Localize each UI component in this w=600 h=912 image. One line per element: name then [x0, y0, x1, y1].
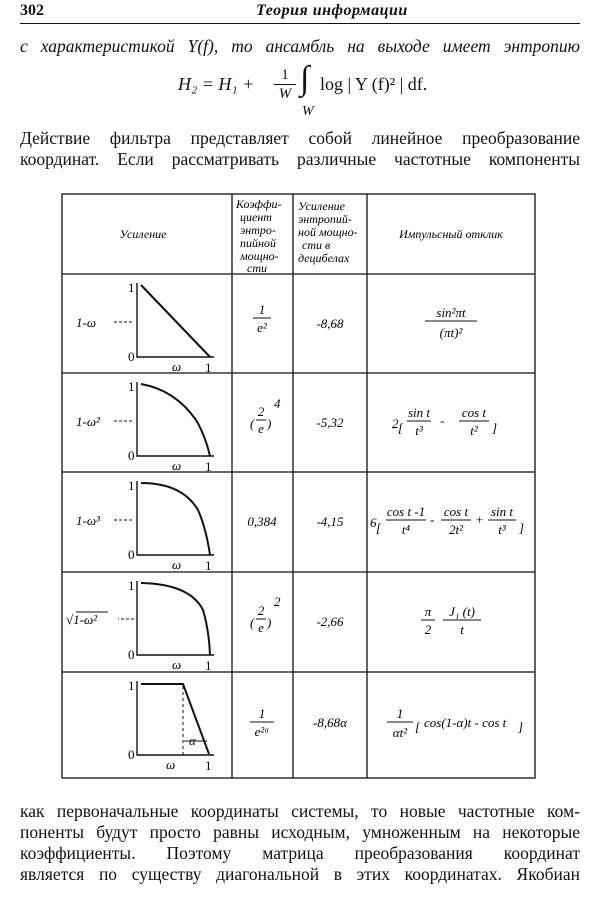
plot-axes — [137, 481, 214, 555]
impulse-term-den: t⁴ — [401, 522, 411, 537]
axis-end: 1 — [205, 758, 212, 773]
header-gain-db — [298, 199, 358, 265]
axis-zero: 0 — [128, 647, 135, 662]
axis-omega: ω — [166, 757, 176, 772]
formula-lhs: H₂ = H₁ + — [178, 74, 255, 94]
axis-end: 1 — [205, 360, 212, 375]
paragraph-1-line: Действие фильтра представляет собой линейное преобразование — [20, 128, 580, 148]
header-impulse: Импульсный отклик — [399, 227, 503, 241]
impulse-term-den: t³ — [415, 423, 423, 438]
coef-num: 1 — [258, 706, 266, 721]
paren-close-icon: ) — [267, 615, 272, 630]
plot-axes — [137, 382, 214, 456]
paren-open-icon: ( — [250, 615, 255, 630]
axis-end: 1 — [205, 459, 212, 474]
impulse-term-den: t² — [470, 423, 478, 438]
coef-den: e — [258, 620, 264, 635]
intro-line: с характеристикой Y(f), то ансамбль на выходе имеет энтропию — [20, 36, 580, 56]
db-value: -5,32 — [316, 415, 344, 430]
axis-one: 1 — [128, 379, 135, 394]
impulse-den: (πt)² — [439, 325, 463, 340]
axis-one: 1 — [128, 578, 135, 593]
impulse-op: + — [475, 512, 484, 527]
bracket-close-icon: ] — [519, 520, 525, 535]
paren-open-icon: ( — [250, 416, 255, 431]
paren-close-icon: ) — [267, 416, 272, 431]
impulse-term-num: cos t -1 — [386, 504, 426, 519]
impulse-den: 2 — [424, 622, 432, 637]
header-coefficient-line: энтро- — [240, 223, 276, 237]
gain-curve — [141, 384, 210, 456]
axis-omega: ω — [172, 557, 182, 572]
paragraph-2-line: поненты будут просто равны исходным, умноженным на некоторые — [20, 822, 580, 842]
bracket-close-icon: ] — [518, 719, 524, 734]
db-value: -8,68 — [316, 316, 344, 331]
gain-label: 1-ω² — [76, 414, 100, 429]
impulse-num: sin²πt — [436, 305, 466, 320]
page-number: 302 — [20, 2, 44, 19]
impulse-term-num: sin t — [490, 504, 514, 519]
gain-label: 1-ω — [76, 315, 97, 330]
coef-den: e² — [257, 320, 267, 335]
impulse-term-den: 2t² — [448, 522, 464, 537]
integral-sign: ∫ — [300, 60, 310, 97]
axis-omega: ω — [172, 657, 182, 672]
impulse-term-num: cos t — [461, 405, 487, 420]
bracket-open-icon: [ — [376, 520, 382, 535]
impulse-op: - — [440, 413, 445, 428]
impulse-prefix: 2 — [392, 416, 399, 431]
paragraph-1-line: координат. Если рассматривать различные частотные компоненты — [20, 149, 580, 169]
bracket-open-icon: [ — [398, 420, 404, 435]
header-coefficient-line: сти — [247, 261, 267, 275]
coef-den: e²ᵅ — [254, 724, 270, 739]
axis-one: 1 — [128, 478, 135, 493]
impulse-den: αt² — [392, 725, 408, 740]
axis-omega: ω — [172, 458, 182, 473]
impulse-body: cos(1-α)t - cos t — [424, 715, 507, 730]
coef-power: 4 — [274, 396, 281, 411]
axis-zero: 0 — [128, 448, 135, 463]
impulse-term-num: cos t — [443, 504, 469, 519]
impulse-num: π — [424, 604, 432, 619]
impulse-num: J₁ (t) — [449, 604, 475, 619]
axis-omega: ω — [172, 359, 182, 374]
coef-num: 2 — [257, 404, 265, 419]
header-gain-db-line: Усиление — [298, 199, 345, 213]
running-title: Теория информации — [256, 2, 408, 19]
axis-end: 1 — [205, 558, 212, 573]
header-coefficient-line: Коэффи- — [236, 197, 282, 211]
impulse-prefix: 6 — [370, 515, 377, 530]
axis-one: 1 — [128, 678, 135, 693]
plot-axes — [137, 581, 214, 655]
header-coefficient — [235, 197, 282, 275]
integral-limit: W — [302, 104, 314, 119]
gain-curve — [141, 483, 210, 555]
header-gain-db-line: энтропий- — [298, 212, 352, 226]
formula-frac-num: 1 — [281, 67, 289, 83]
gain-curve — [141, 684, 209, 754]
formula-frac-den: W — [278, 86, 292, 102]
impulse-op: - — [430, 512, 435, 527]
coef-num: 2 — [257, 603, 265, 618]
axis-zero: 0 — [128, 349, 135, 364]
paragraph-2-line: является по существу диагональной в этих координатах. Якобиан — [20, 864, 580, 884]
db-value: -8,68α — [313, 715, 347, 730]
axis-zero: 0 — [128, 747, 135, 762]
paragraph-2-line: как первоначальные координаты системы, то новые частотные ком- — [20, 801, 580, 821]
impulse-term-den: t³ — [498, 522, 506, 537]
bracket-open-icon: [ — [415, 719, 421, 734]
db-value: -2,66 — [316, 614, 344, 629]
gain-label: √1-ω² — [66, 612, 98, 627]
db-value: -4,15 — [316, 514, 344, 529]
gain-curve — [141, 583, 210, 655]
header-gain-db-line: ной мощно- — [298, 225, 358, 239]
paragraph-2-line: коэффициенты. Поэтому матрица преобразования координат — [20, 843, 580, 863]
coef-num: 1 — [258, 302, 266, 317]
impulse-term-num: sin t — [407, 405, 431, 420]
header-coefficient-line: циент — [240, 210, 272, 224]
header-gain: Усиление — [119, 227, 167, 241]
header-gain-db-line: сти в — [302, 238, 331, 252]
plot-axes — [137, 681, 214, 755]
coef-value: 0,384 — [247, 514, 277, 529]
header-gain-db-line: децибелах — [298, 251, 350, 265]
coef-den: e — [258, 421, 264, 436]
coef-power: 2 — [274, 594, 281, 609]
header-coefficient-line: мощно- — [240, 249, 279, 263]
alpha-label: α — [189, 733, 196, 748]
axis-end: 1 — [205, 658, 212, 673]
impulse-den: t — [460, 622, 464, 637]
bracket-close-icon: ] — [492, 420, 498, 435]
impulse-num: 1 — [396, 706, 404, 721]
axis-zero: 0 — [128, 547, 135, 562]
axis-one: 1 — [128, 280, 135, 295]
paragraph-2 — [20, 801, 580, 885]
formula-rhs: log | Y (f)² | df. — [320, 74, 428, 94]
gain-label: 1-ω³ — [76, 513, 100, 528]
gain-curve — [141, 285, 210, 357]
header-coefficient-line: пийной — [240, 236, 276, 250]
